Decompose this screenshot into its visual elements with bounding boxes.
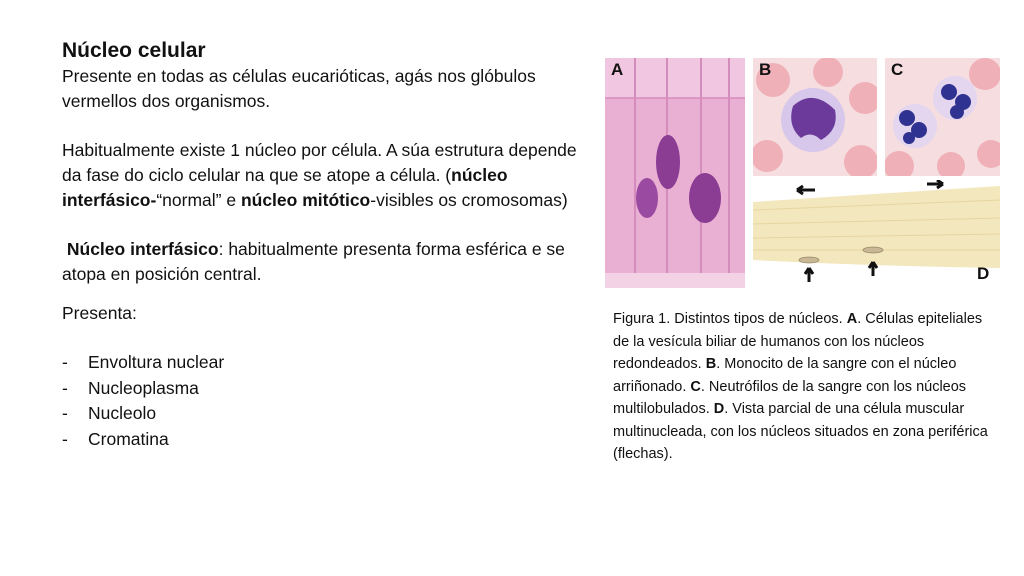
interphase-paragraph: Núcleo interfásico: habitualmente presenta forma esférica e se atopa en posición central. bbox=[62, 239, 565, 284]
interphase-heading: Núcleo interfásico bbox=[66, 239, 219, 259]
histology-figure bbox=[605, 58, 1000, 288]
panel-label-a: A bbox=[611, 60, 624, 79]
panel-b-monocyte-image bbox=[753, 58, 877, 176]
text-column bbox=[62, 38, 582, 452]
presenta-label: Presenta: bbox=[62, 303, 137, 323]
panel-label-b: B bbox=[759, 60, 772, 79]
panel-label-d: D bbox=[977, 264, 990, 283]
list-item: - Envoltura nuclear bbox=[62, 352, 225, 372]
panel-d-muscle-image bbox=[753, 180, 1000, 288]
intro-paragraph: Presente en todas as células eucarióticas, agás nos glóbulos vermellos dos organismos. bbox=[62, 66, 536, 111]
list-item: - Nucleoplasma bbox=[62, 377, 199, 398]
cycle-paragraph: Habitualmente existe 1 núcleo por célula. A súa estrutura depende da fase do ciclo celular na que se atope a célula. (núcleo interfásico-“normal” e núcleo mitótico-visibles os cromosomas) bbox=[62, 140, 577, 210]
panel-c-neutrophil-image bbox=[885, 58, 1000, 176]
mitotic-term: núcleo mitótico bbox=[240, 190, 371, 210]
figure-caption: Figura 1. Distintos tipos de núcleos. A. Células epiteliales de la vesícula biliar de humanos con los núcleos redondeados. B. Monocito de la sangre con el núcleo arriñonado. C. Neutrófilos de la sangre con los núcleos multilobulados. D. Vista parcial de una célula muscular multinucleada, con los núcleos situados en zona periférica (flechas). bbox=[613, 311, 988, 462]
list-item: - Cromatina bbox=[62, 428, 169, 449]
component-list bbox=[62, 350, 582, 452]
panel-a-epithelial-image bbox=[605, 58, 745, 288]
panel-label-c: C bbox=[891, 60, 904, 79]
slide-title: Núcleo celular bbox=[62, 39, 206, 62]
interphase-term: núcleo interfásico- bbox=[62, 165, 508, 210]
list-item: - Nucleolo bbox=[62, 403, 157, 423]
